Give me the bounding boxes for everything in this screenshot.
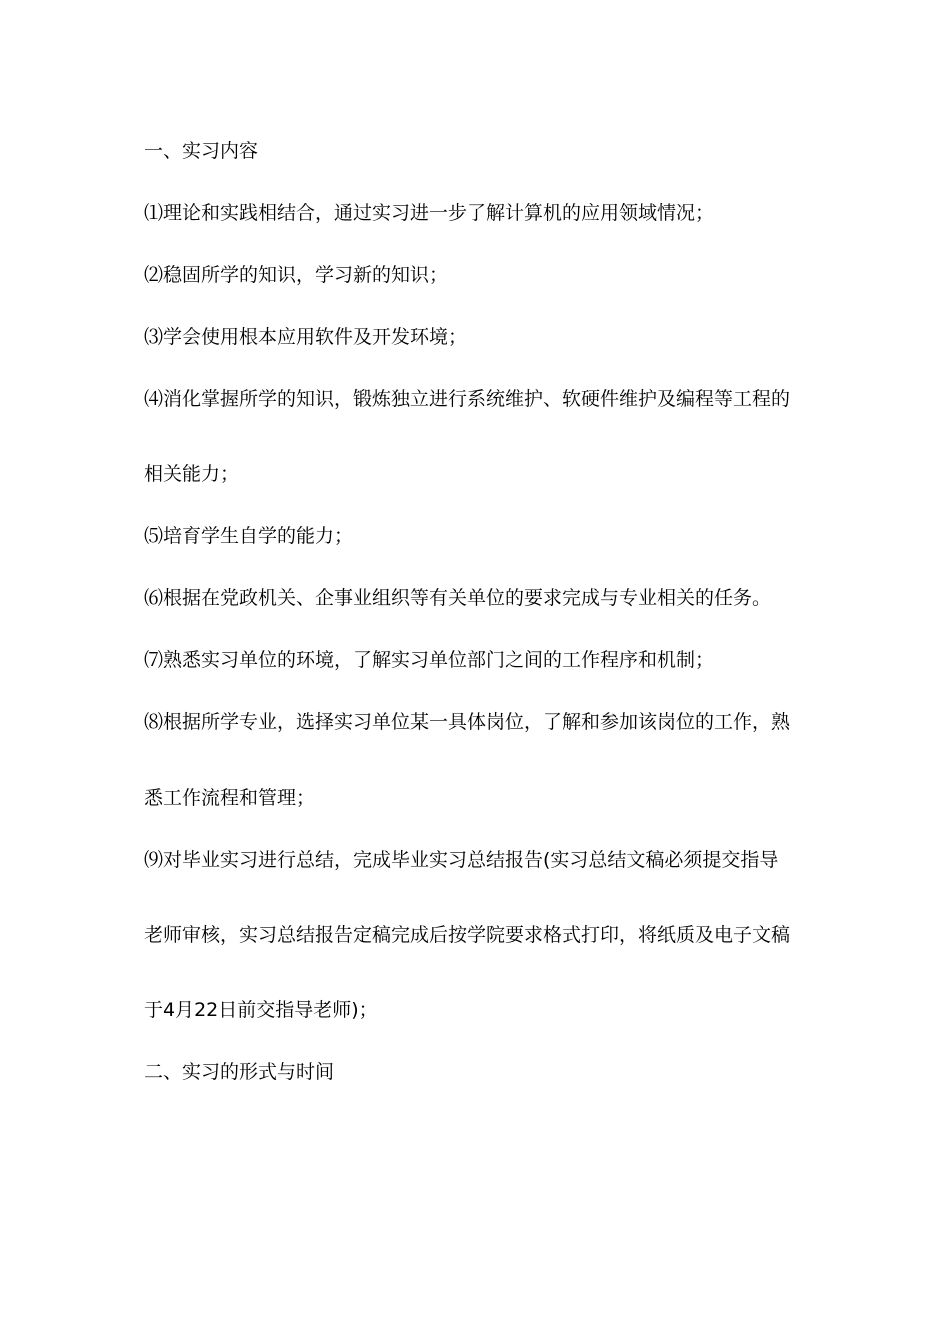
- paragraph-line: ⑵稳固所学的知识，学习新的知识；: [144, 264, 449, 286]
- paragraph-line: ⑶学会使用根本应用软件及开发环境；: [144, 326, 468, 348]
- paragraph-line: ⑷消化掌握所学的知识，锻炼独立进行系统维护、软硬件维护及编程等工程的: [144, 388, 791, 410]
- paragraph-line: 悉工作流程和管理；: [144, 787, 316, 809]
- paragraph-line: 于4月22日前交指导老师)；: [144, 999, 378, 1021]
- paragraph-line: ⑸培育学生自学的能力；: [144, 525, 354, 547]
- paragraph-line: 相关能力；: [144, 463, 240, 485]
- paragraph-line: ⑻根据所学专业，选择实习单位某一具体岗位，了解和参加该岗位的工作，熟: [144, 711, 791, 733]
- paragraph-line: 老师审核，实习总结报告定稿完成后按学院要求格式打印，将纸质及电子文稿: [144, 924, 791, 946]
- section-heading-internship-format-time: 二、实习的形式与时间: [144, 1061, 335, 1083]
- paragraph-line: ⑼对毕业实习进行总结，完成毕业实习总结报告(实习总结文稿必须提交指导: [144, 849, 779, 871]
- paragraph-line: ⑴理论和实践相结合，通过实习进一步了解计算机的应用领域情况；: [144, 202, 715, 224]
- section-heading-internship-content: 一、实习内容: [144, 140, 259, 162]
- paragraph-line: ⑺熟悉实习单位的环境，了解实习单位部门之间的工作程序和机制；: [144, 649, 715, 671]
- paragraph-line: ⑹根据在党政机关、企事业组织等有关单位的要求完成与专业相关的任务。: [144, 587, 772, 609]
